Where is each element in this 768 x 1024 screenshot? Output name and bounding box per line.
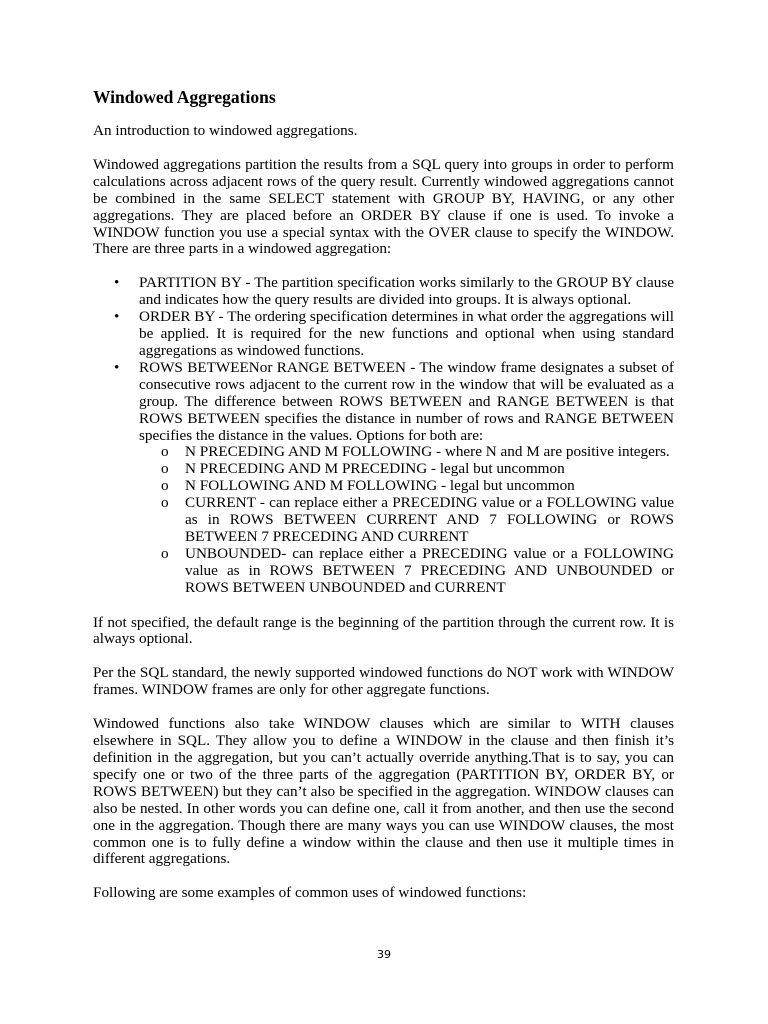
intro-paragraph: An introduction to windowed aggregations. — [93, 122, 358, 139]
sub-list-item-text: N FOLLOWING AND M FOLLOWING - legal but uncommon — [185, 477, 575, 495]
body-paragraph-5: Following are some examples of common uses of windowed functions: — [93, 884, 527, 902]
sub-list — [139, 444, 674, 596]
sub-list-item — [139, 444, 674, 461]
sub-list-item-text: N PRECEDING AND M FOLLOWING - where N and M are positive integers. — [185, 443, 670, 461]
list-item-rows-between — [93, 360, 674, 597]
sub-list-item — [139, 478, 674, 495]
sub-bullet-marker: o — [161, 460, 169, 478]
page-number: 39 — [377, 948, 391, 961]
sub-list-item-text: UNBOUNDED- can replace either a PRECEDING value or a FOLLOWING value as in ROWS BETWEEN 7 PRECEDING AND UNBOUNDED or ROWS BETWEEN UNBOUNDED and CURRENT — [185, 544, 674, 596]
section-heading: Windowed Aggregations — [93, 87, 276, 107]
sub-list-item-text: N PRECEDING AND M PRECEDING - legal but uncommon — [185, 460, 565, 478]
body-paragraph-3: Per the SQL standard, the newly supported windowed functions do NOT work with WINDOW frames. WINDOW frames are only for other aggregate functions. — [93, 664, 674, 699]
sub-bullet-marker: o — [161, 494, 169, 512]
list-item-partition-by — [93, 275, 674, 309]
sub-bullet-marker: o — [161, 443, 169, 461]
list-item-text: ORDER BY - The ordering specification determines in what order the aggregations will be applied. It is required for the new functions and optional when using standard aggregations as windowed functions. — [139, 308, 674, 359]
list-item-text: ROWS BETWEENor RANGE BETWEEN - The window frame designates a subset of consecutive rows adjacent to the current row in the window that will be evaluated as a group. The difference between ROWS BETWEEN and RANGE BETWEEN is that ROWS BETWEEN specifies the distance in number of rows and RANGE BETWEEN specifies the distance in the values. Options for both are: — [139, 358, 674, 444]
sub-list-item — [139, 461, 674, 478]
sub-list-item — [139, 495, 674, 546]
sub-bullet-marker: o — [161, 477, 169, 495]
sub-list-item — [139, 546, 674, 597]
bullet-list — [93, 275, 674, 596]
body-paragraph-4: Windowed functions also take WINDOW clauses which are similar to WITH clauses elsewhere in SQL. They allow you to define a WINDOW in the clause and then finish it’s definition in the aggregation, but you can’t actually override anything.That is to say, you can specify one or two of the three parts of the aggregation (PARTITION BY, ORDER BY, or ROWS BETWEEN) but they can’t also be specified in the aggregation. WINDOW clauses can also be nested. In other words you can define one, call it from another, and then use the second one in the aggregation. Though there are many ways you can use WINDOW clauses, the most common one is to fully define a window within the clause and then use it multiple times in different aggregations. — [93, 715, 674, 868]
document-page — [93, 86, 674, 902]
bullet-marker: • — [114, 274, 120, 292]
sub-list-item-text: CURRENT - can replace either a PRECEDING value or a FOLLOWING value as in ROWS BETWEEN CURRENT AND 7 FOLLOWING or ROWS BETWEEN 7 PRECEDING AND CURRENT — [185, 494, 674, 545]
body-paragraph-1: Windowed aggregations partition the results from a SQL query into groups in order to perform calculations across adjacent rows of the query result. Currently windowed aggregations cannot be combined in the same SELECT statement with GROUP BY, HAVING, or any other aggregations. They are placed before an ORDER BY clause if one is used. To invoke a WINDOW function you use a special syntax with the OVER clause to specify the WINDOW. There are three parts in a windowed aggregation: — [93, 155, 674, 258]
list-item-text: PARTITION BY - The partition specification works similarly to the GROUP BY clause and indicates how the query results are divided into groups. It is always optional. — [139, 274, 674, 309]
body-paragraph-2: If not specified, the default range is the beginning of the partition through the current row. It is always optional. — [93, 613, 674, 648]
sub-bullet-marker: o — [161, 544, 169, 562]
bullet-marker: • — [114, 358, 120, 376]
bullet-marker: • — [114, 308, 120, 326]
list-item-order-by — [93, 309, 674, 360]
